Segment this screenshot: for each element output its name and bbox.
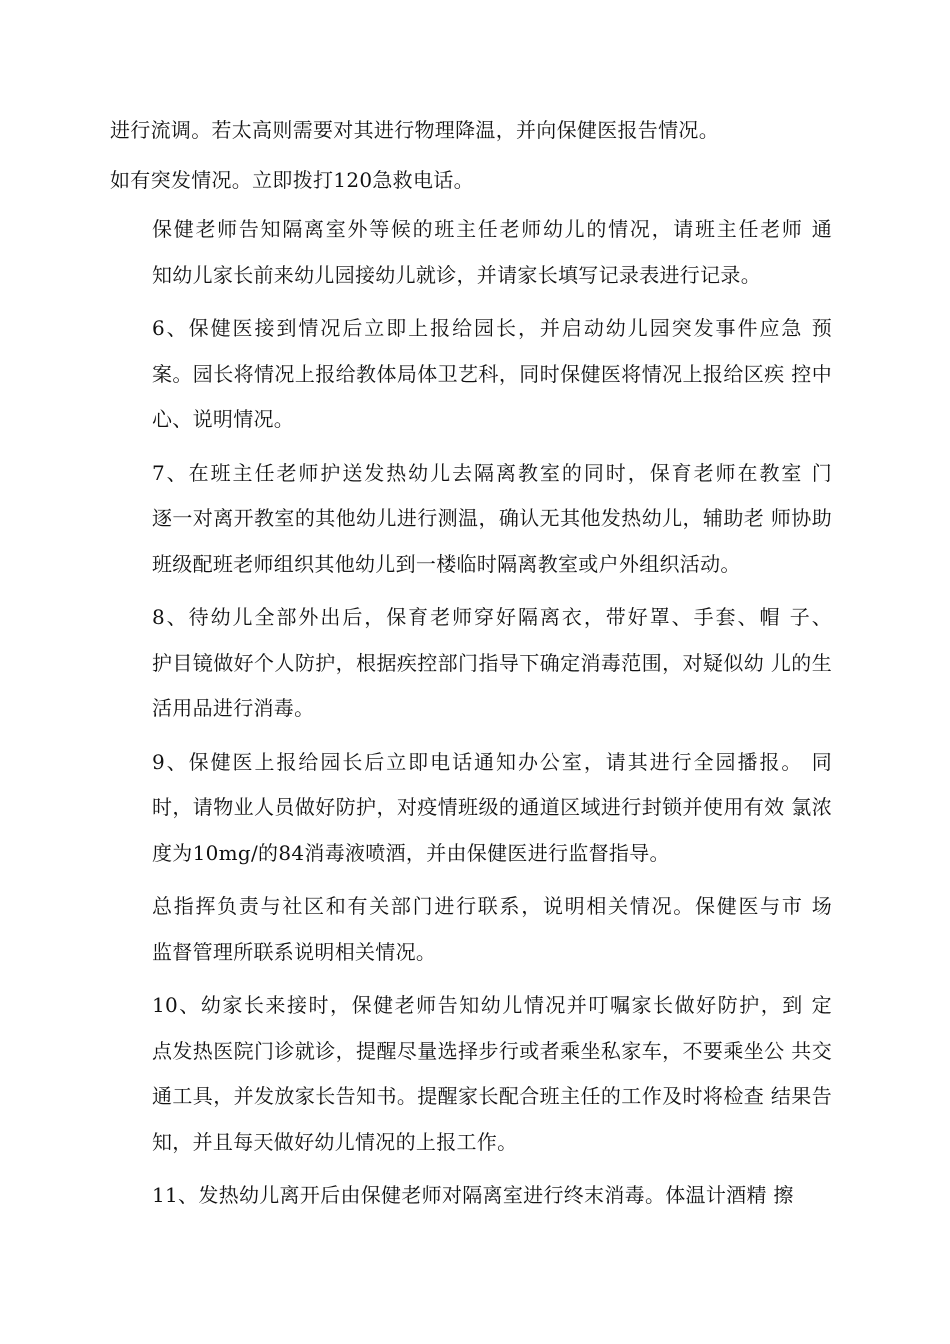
text-line: 知幼儿家长前来幼儿园接幼儿就诊，并请家长填写记录表进行记录。: [152, 262, 761, 287]
text-line: 护目镜做好个人防护，根据疾控部门指导下确定消毒范围，对疑似幼 儿的生: [152, 650, 832, 675]
text-line: 6、保健医接到情况后立即上报给园长，并启动幼儿园突发事件应急 预: [152, 316, 832, 340]
text-line: 10、幼家长来接时，保健老师告知幼儿情况并叮嘱家长做好防护，到 定: [152, 993, 832, 1017]
text-line: 保健老师告知隔离室外等候的班主任老师幼儿的情况，请班主任老师 通: [152, 217, 832, 241]
text-line: 时，请物业人员做好防护，对疫情班级的通道区域进行封锁并使用有效 氯浓: [152, 795, 832, 819]
text-line: 7、在班主任老师护送发热幼儿去隔离教室的同时，保育老师在教室 门: [152, 460, 832, 485]
text-line: 度为10mg/的84消毒液喷酒，并由保健医进行监督指导。: [152, 840, 670, 865]
text-line: 9、保健医上报给园长后立即电话通知办公室，请其进行全园播报。 同: [152, 749, 832, 774]
text-line: 监督管理所联系说明相关情况。: [152, 939, 437, 964]
paragraph: [110, 207, 832, 298]
text-line: 如有突发情况。立即拨打120急救电话。: [110, 167, 474, 192]
paragraph: [110, 740, 832, 877]
text-line: 逐一对离开教室的其他幼儿进行测温，确认无其他发热幼儿，辅助老 师协助: [152, 506, 832, 530]
text-line: 通工具，并发放家长告知书。提醒家长配合班主任的工作及时将检查 结果告: [152, 1084, 832, 1108]
paragraph: [110, 158, 832, 204]
text-line: 11、发热幼儿离开后由保健老师对隔离室进行终末消毒。体温计酒精 擦: [152, 1183, 794, 1207]
paragraph: [110, 595, 832, 732]
text-line: 案。园长将情况上报给教体局体卫艺科，同时保健医将情况上报给区疾 控中: [152, 361, 832, 386]
text-line: 心、说明情况。: [152, 407, 295, 431]
text-line: 8、待幼儿全部外出后，保育老师穿好隔离衣，带好罩、手套、帽 子、: [152, 605, 832, 629]
text-line: 点发热医院门诊就诊，提醒尽量选择步行或者乘坐私家车，不要乘坐公 共交: [152, 1038, 832, 1063]
text-line: 知，并且每天做好幼儿情况的上报工作。: [152, 1129, 518, 1154]
document-body: [110, 108, 832, 1219]
paragraph: [110, 451, 832, 588]
paragraph: [110, 983, 832, 1165]
paragraph: [110, 306, 832, 443]
text-line: 总指挥负责与社区和有关部门进行联系，说明相关情况。保健医与市 场: [152, 894, 832, 918]
paragraph: [110, 1173, 832, 1219]
paragraph: [110, 884, 832, 975]
text-line: 班级配班老师组织其他幼儿到一楼临时隔离教室或户外组织活动。: [152, 551, 741, 576]
text-line: 活用品进行消毒。: [152, 696, 315, 720]
paragraph: [110, 108, 832, 154]
text-line: 进行流调。若太高则需要对其进行物理降温，并向保健医报告情况。: [110, 118, 719, 142]
